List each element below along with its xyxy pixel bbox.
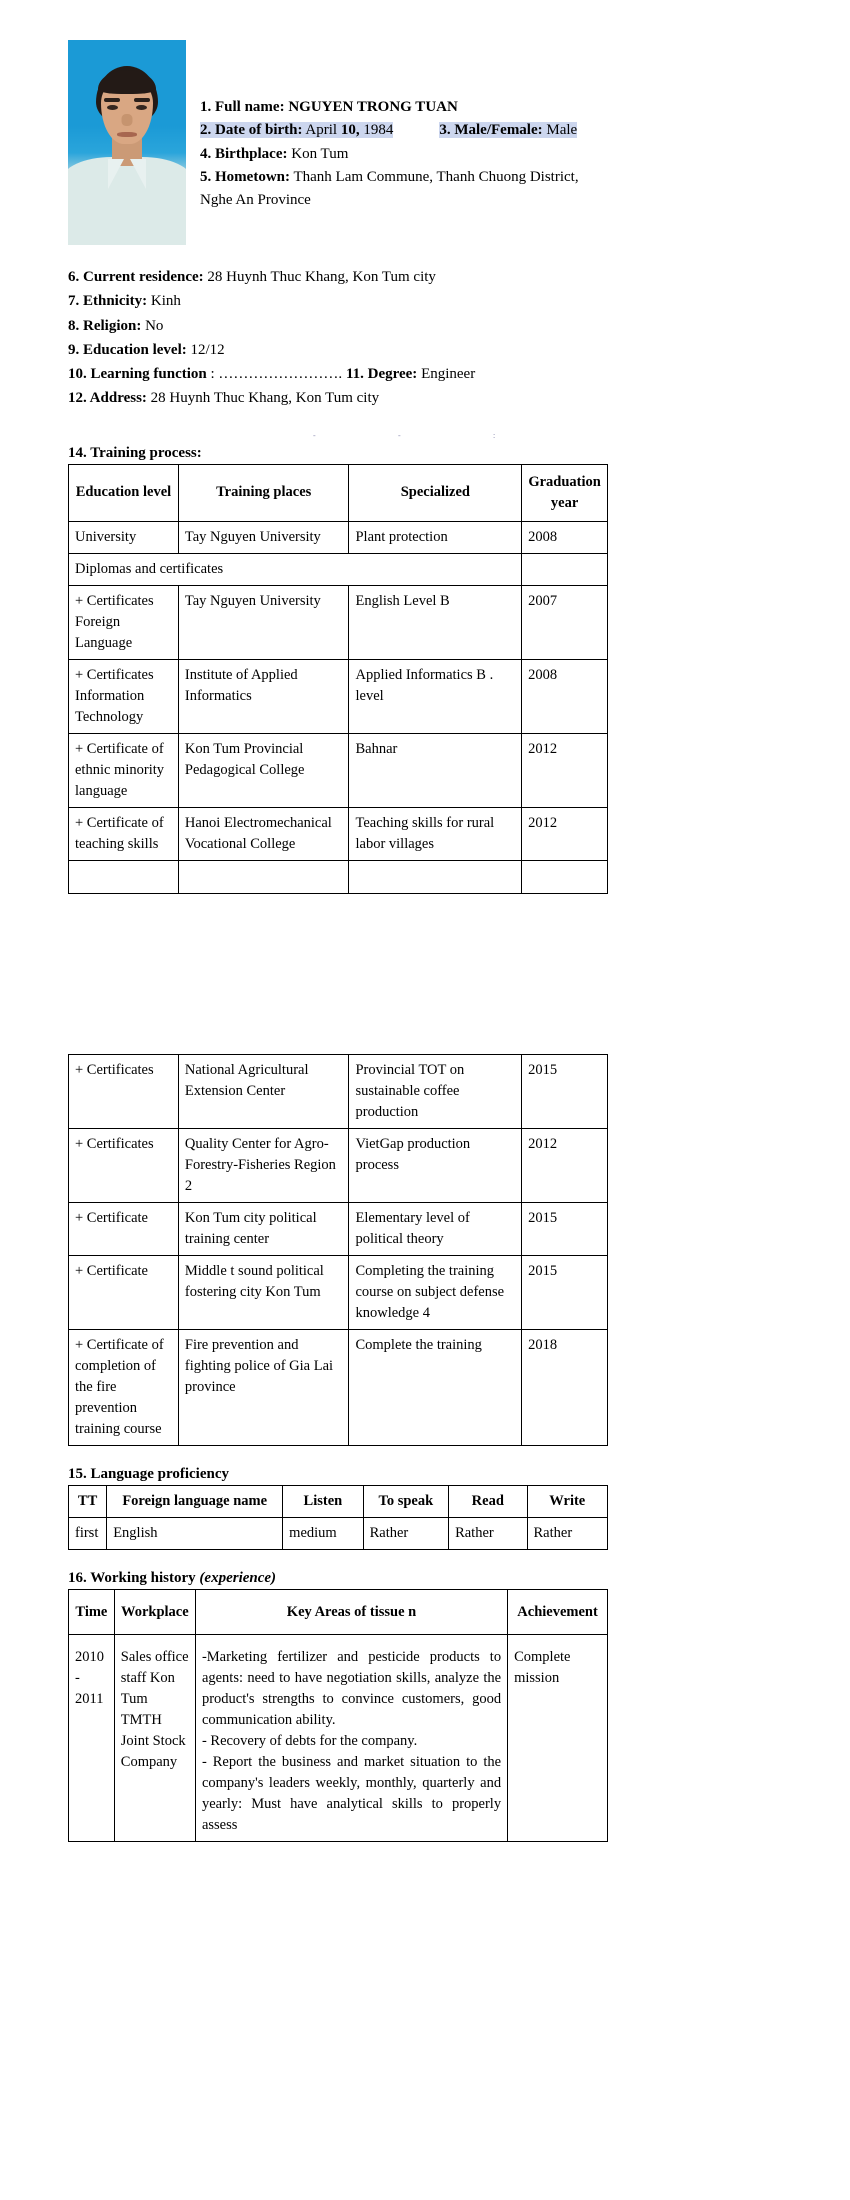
working-title-main: 16. Working history [68,1570,200,1587]
training-cell-year: 2008 [522,521,608,553]
scan-mark-2: - [398,430,401,440]
language-header-speak: To speak [363,1486,448,1518]
working-duty-item: - Report the business and market situation to the company's leaders weekly, monthly, quarterly and yearly: Must have analytical skills to properly assess [201,1754,502,1834]
training-cont-cell-level: + Certificates [69,1129,179,1203]
training-cont-cell-place: Middle t sound political fostering city Kon Tum [178,1256,349,1330]
language-header-name: Foreign language name [107,1486,283,1518]
working-cell-duties [195,1635,507,1842]
training-cell-level: + Certificate of ethnic minority language [69,733,179,807]
training-section-title: 14. Training process: [68,444,202,461]
training-cell-place: Hanoi Electromechanical Vocational College [178,807,349,860]
training-cell-level: University [69,521,179,553]
working-header-workplace: Workplace [114,1590,195,1635]
spacer-before-working [68,1550,608,1570]
training-header-training-places: Training places [178,464,349,521]
training-cont-cell-specialized: Completing the training course on subject defense knowledge 4 [349,1256,522,1330]
table-row [69,1203,608,1256]
dob-label: 2. Date of birth: [200,122,303,139]
training-cont-cell-level: + Certificate [69,1203,179,1256]
working-time-start: 2010 [75,1649,104,1666]
training-header-specialized: Specialized [349,464,522,521]
photo-collar-right [130,159,146,189]
working-history-table [68,1589,608,1842]
training-cont-cell-place: Quality Center for Agro-Forestry-Fisheries Region 2 [178,1129,349,1203]
page-break-whitespace [68,894,608,1054]
language-header-read: Read [449,1486,527,1518]
training-table [68,464,608,894]
address-value: 28 Huynh Thuc Khang, Kon Tum city [150,390,380,407]
training-cell-level [69,860,179,893]
personal-header-block [68,40,608,255]
training-cont-cell-place: National Agricultural Extension Center [178,1054,349,1128]
training-cell-level: + Certificates Foreign Language [69,585,179,659]
training-cont-cell-year: 2018 [522,1330,608,1446]
ethnicity-label: 7. Ethnicity: [68,293,148,310]
photo-nose [122,114,133,126]
training-cell-place: Kon Tum Provincial Pedagogical College [178,733,349,807]
training-cell-year: 2012 [522,733,608,807]
table-row [69,521,608,553]
table-row [69,585,608,659]
table-row [69,1635,608,1842]
training-cell-place: Tay Nguyen University [178,521,349,553]
field-ethnicity [68,289,608,313]
gender-label: 3. Male/Female: [439,122,543,139]
working-cell-achievement: Complete mission [508,1635,608,1842]
training-section-empty-cell [522,553,608,585]
dob-highlight [200,122,393,138]
table-row-section [69,553,608,585]
training-cell-level: + Certificate of teaching skills [69,807,179,860]
full-name-value: NGUYEN TRONG TUAN [288,99,458,115]
training-cell-year: 2012 [522,807,608,860]
address-label: 12. Address: [68,390,147,407]
training-header-education-level: Education level [69,464,179,521]
table-row [69,860,608,893]
education-label: 9. Education level: [68,341,187,358]
training-cont-cell-place: Fire prevention and fighting police of Gia Lai province [178,1330,349,1446]
training-header-graduation-year: Graduation year [522,464,608,521]
training-cell-place: Tay Nguyen University [178,585,349,659]
training-cell-specialized: Applied Informatics B . level [349,659,522,733]
working-title-italic: (experience) [199,1570,277,1587]
working-cell-workplace: Sales office staff Kon Tum TMTH Joint Stock Company [114,1635,195,1842]
working-duty-item: - Recovery of debts for the company. [201,1733,418,1750]
photo-eyebrow-right [134,98,150,102]
language-cell-read: Rather [449,1518,527,1550]
training-cont-cell-specialized: Complete the training [349,1330,522,1446]
training-cell-year [522,860,608,893]
full-name-label: 1. Full name: [200,99,285,115]
language-table [68,1485,608,1550]
language-cell-speak: Rather [363,1518,448,1550]
language-header-tt: TT [69,1486,107,1518]
personal-info-list [68,255,608,411]
birthplace-label: 4. Birthplace: [200,145,288,162]
gender-value: Male [546,122,578,139]
training-cont-cell-specialized: VietGap production process [349,1129,522,1203]
photo-eye-left [107,105,118,110]
language-cell-tt: first [69,1518,107,1550]
training-cont-cell-year: 2012 [522,1129,608,1203]
spacer-before-language [68,1446,608,1466]
field-learning-function [68,362,608,386]
field-current-residence [68,265,608,289]
learning-function-label: 10. Learning function [68,366,207,383]
training-table-continued [68,1054,608,1446]
religion-label: 8. Religion: [68,317,142,334]
working-header-key-areas: Key Areas of tissue n [195,1590,507,1635]
language-header-write: Write [527,1486,608,1518]
residence-value: 28 Huynh Thuc Khang, Kon Tum city [207,269,436,285]
photo-mouth [117,132,137,137]
learning-function-value: : ……………………. [210,366,343,383]
working-table-header-row [69,1590,608,1635]
training-cont-cell-level: + Certificates [69,1054,179,1128]
working-duty-item: -Marketing fertilizer and pesticide products to agents: need to have negotiation skills, analyze the product's strengths to convince customers, good communication ability. [201,1649,502,1729]
training-section-diplomas: Diplomas and certificates [69,553,522,585]
training-cell-year: 2007 [522,585,608,659]
training-cell-year: 2008 [522,659,608,733]
field-address [68,386,608,410]
training-cell-specialized: English Level B [349,585,522,659]
table-row [69,1129,608,1203]
photo-eyebrow-left [104,98,120,102]
training-cont-cell-level: + Certificate [69,1256,179,1330]
table-row [69,659,608,733]
training-cell-place [178,860,349,893]
training-cell-place: Institute of Applied Informatics [178,659,349,733]
field-education-level [68,338,608,362]
table-row [69,807,608,860]
photo-eye-right [136,105,147,110]
working-header-achievement: Achievement [508,1590,608,1635]
table-row [69,1330,608,1446]
table-row [69,733,608,807]
table-row [69,1256,608,1330]
photo-shirt [68,157,186,245]
training-cell-specialized: Teaching skills for rural labor villages [349,807,522,860]
ethnicity-value: Kinh [150,293,181,310]
hometown-value: Thanh Lam Commune, Thanh Chuong District, Nghe An Province [200,168,579,208]
document-content [68,40,608,1842]
field-religion [68,314,608,338]
working-header-time: Time [69,1590,115,1635]
scan-mark-1: - [313,430,316,440]
working-cell-time [69,1635,115,1842]
training-cont-cell-year: 2015 [522,1054,608,1128]
working-time-end: 2011 [75,1691,104,1708]
religion-value: No [145,317,164,334]
table-row [69,1518,608,1550]
language-section-title: 15. Language proficiency [68,1466,229,1483]
training-cell-specialized [349,860,522,893]
training-cont-cell-specialized: Elementary level of political theory [349,1203,522,1256]
degree-value: Engineer [421,366,476,383]
spacer-before-marks [68,411,608,431]
dob-year: 1984 [363,122,394,139]
dob-day: 10, [340,122,360,139]
training-cont-cell-place: Kon Tum city political training center [178,1203,349,1256]
training-cell-specialized: Plant protection [349,521,522,553]
degree-label: 11. Degree: [345,366,418,383]
table-row [69,1054,608,1128]
photo-collar-left [108,159,124,189]
working-time-dash: - [75,1670,80,1687]
gender-highlight [439,122,577,138]
birthplace-value: Kon Tum [291,145,349,162]
language-cell-listen: medium [283,1518,363,1550]
training-cont-cell-specialized: Provincial TOT on sustainable coffee production [349,1054,522,1128]
portrait-photo [68,40,186,245]
working-section-title [68,1570,608,1587]
training-cont-cell-level: + Certificate of completion of the fire prevention training course [69,1330,179,1446]
dob-month: April [305,122,338,139]
residence-label: 6. Current residence: [68,269,204,285]
hometown-label: 5. Hometown: [200,168,290,185]
training-cell-specialized: Bahnar [349,733,522,807]
training-cont-cell-year: 2015 [522,1256,608,1330]
language-cell-write: Rather [527,1518,608,1550]
training-table-header-row [69,464,608,521]
scan-mark-3: : [493,430,496,440]
training-cell-level: + Certificates Information Technology [69,659,179,733]
language-table-header-row [69,1486,608,1518]
language-cell-name: English [107,1518,283,1550]
language-header-listen: Listen [283,1486,363,1518]
education-value: 12/12 [190,341,225,358]
faint-scan-marks [68,431,608,445]
training-cont-cell-year: 2015 [522,1203,608,1256]
